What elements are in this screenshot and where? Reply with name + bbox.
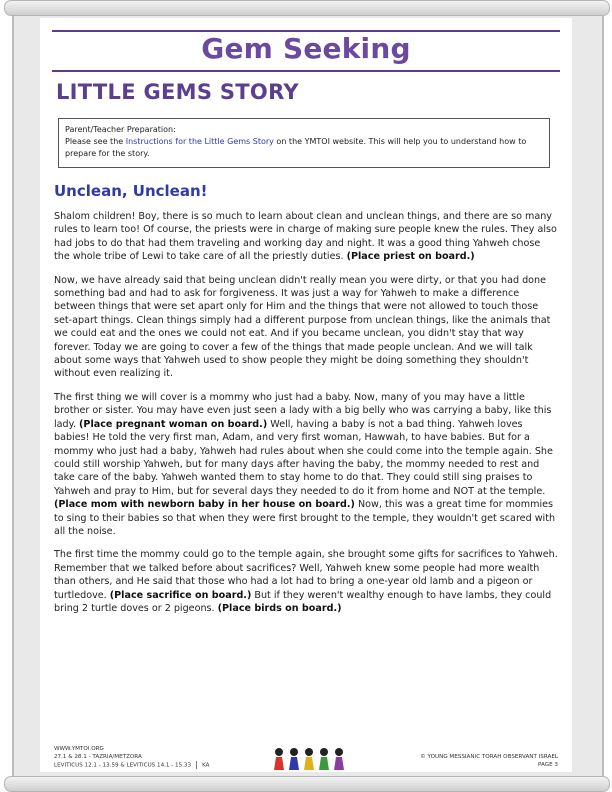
- page-footer: [54, 746, 558, 774]
- stage-cue: (Place priest on board.): [346, 251, 475, 263]
- kid-body-icon: [304, 757, 314, 770]
- p3-text-a: The first thing we will cover is a mommy who just had a baby. Now, many of you may have a little brother or sister. You may have even just seen a lady with a big belly who was carrying a baby, like this lady.: [54, 391, 552, 430]
- kid-head-icon: [275, 748, 283, 756]
- footer-verses-line: [54, 761, 209, 770]
- kids-logo: [268, 746, 348, 772]
- story-title: Unclean, Unclean!: [54, 182, 208, 200]
- stage-cue: (Place birds on board.): [217, 602, 342, 614]
- p4-text-a: The first time the mommy could go to the temple again, she brought some gifts for sacrifices to Yahweh. Remember that we talked before about sacrifices? Well, Yahweh knew some people had more wealth than others, and He said that those who had a lot had to bring a one-year old lamb and a pigeon or turtledove.: [54, 549, 558, 601]
- p3-text-b: Well, having a baby is not a bad thing. Yahweh loves babies! He told the very first man, Adam, and very first woman, Hawwah, to have babies. But for a mommy who just had a baby, Yahweh had rules about when she could come into the temple again. She could still worship Yahweh, but for many days after having the baby, the mommy needed to rest and take care of the baby. Yahweh wanted them to stay home to do that. They could still sing praises to Yahweh and pray to Him, but for several days they needed to do it from home and NOT at the temple.: [54, 418, 553, 497]
- p4-text-b: But if they weren't wealthy enough to have lambs, they could bring 2 turtle doves or 2 pigeons.: [54, 589, 552, 614]
- story-paragraph: [54, 210, 558, 264]
- footer-divider: [196, 761, 197, 769]
- kid-head-icon: [335, 748, 343, 756]
- footer-copyright: © YOUNG MESSIANIC TORAH OBSERVANT ISRAEL: [420, 754, 558, 760]
- footer-verses: LEVITICUS 12.1 - 13.59 & LEVITICUS 14.1 - 15.33: [54, 762, 192, 769]
- stage-cue: (Place pregnant woman on board.): [79, 418, 268, 430]
- section-title: LITTLE GEMS STORY: [56, 80, 299, 104]
- instructions-link[interactable]: Instructions for the Little Gems Story: [125, 137, 274, 146]
- story-paragraph: [54, 391, 558, 538]
- footer-level: KA: [202, 762, 210, 769]
- p1-text: Shalom children! Boy, there is so much to learn about clean and unclean things, and there are so many rules to learn too! Of course, the priests were in charge of making sure people knew the rules. They also had jobs to do that had them traveling and working day and night. It was a good thing Yahweh chose the whole tribe of Lewi to take care of all the priestly duties.: [54, 211, 557, 263]
- footer-left: [54, 746, 209, 770]
- kid-body-icon: [274, 757, 284, 770]
- preparation-label: Parent/Teacher Preparation:: [65, 125, 176, 134]
- preparation-text: [65, 136, 543, 160]
- page: [40, 18, 572, 772]
- footer-portion: 27.1 & 28.1 - TAZRIA/METZORA: [54, 753, 142, 760]
- title-rule-bottom: [52, 70, 560, 72]
- kid-head-icon: [305, 748, 313, 756]
- preparation-box: [58, 118, 550, 168]
- prep-text-after: on the YMTOI website. This will help you to understand how to prepare for the story.: [65, 137, 527, 158]
- scroll-top-roll: [4, 0, 610, 16]
- p3-text-c: Now, this was a great time for mommies to sing to their babies so that when they were first brought to the temple, they wouldn't get scared with all the noise.: [54, 499, 556, 537]
- stage-cue: (Place mom with newborn baby in her house on board.): [54, 499, 355, 511]
- kids-logo-icon: [268, 746, 348, 772]
- footer-page-number: PAGE 3: [538, 761, 558, 768]
- stage-cue: (Place sacrifice on board.): [109, 589, 252, 601]
- kid-body-icon: [319, 757, 329, 770]
- scroll-bottom-roll: [4, 776, 610, 792]
- story-paragraph: Now, we have already said that being unclean didn't really mean you were dirty, or that you had done something bad and had to ask for forgiveness. It was just a way for Yahweh to make a difference between things that were set apart only for Him and the things that were not allowed to touch those set-apart things. Clean things simply had a different purpose from unclean things, like the animals that we could eat and the ones we could not eat. And if you became unclean, you didn't stay that way forever. Today we are going to cover a few of the things that made people unclean. And we will talk about some ways that Yahweh used to show people they might be doing something they shouldn't without even realizing it.: [54, 274, 551, 380]
- kid-head-icon: [290, 748, 298, 756]
- footer-site: WWW.YMTOI.ORG: [54, 746, 104, 752]
- prep-text-before: Please see the: [65, 137, 126, 146]
- kid-head-icon: [320, 748, 328, 756]
- kid-body-icon: [334, 757, 344, 770]
- page-title: Gem Seeking: [201, 32, 411, 65]
- kid-body-icon: [289, 757, 299, 770]
- story-paragraph: [54, 548, 558, 615]
- footer-right: [420, 754, 558, 769]
- story-body: [54, 210, 558, 625]
